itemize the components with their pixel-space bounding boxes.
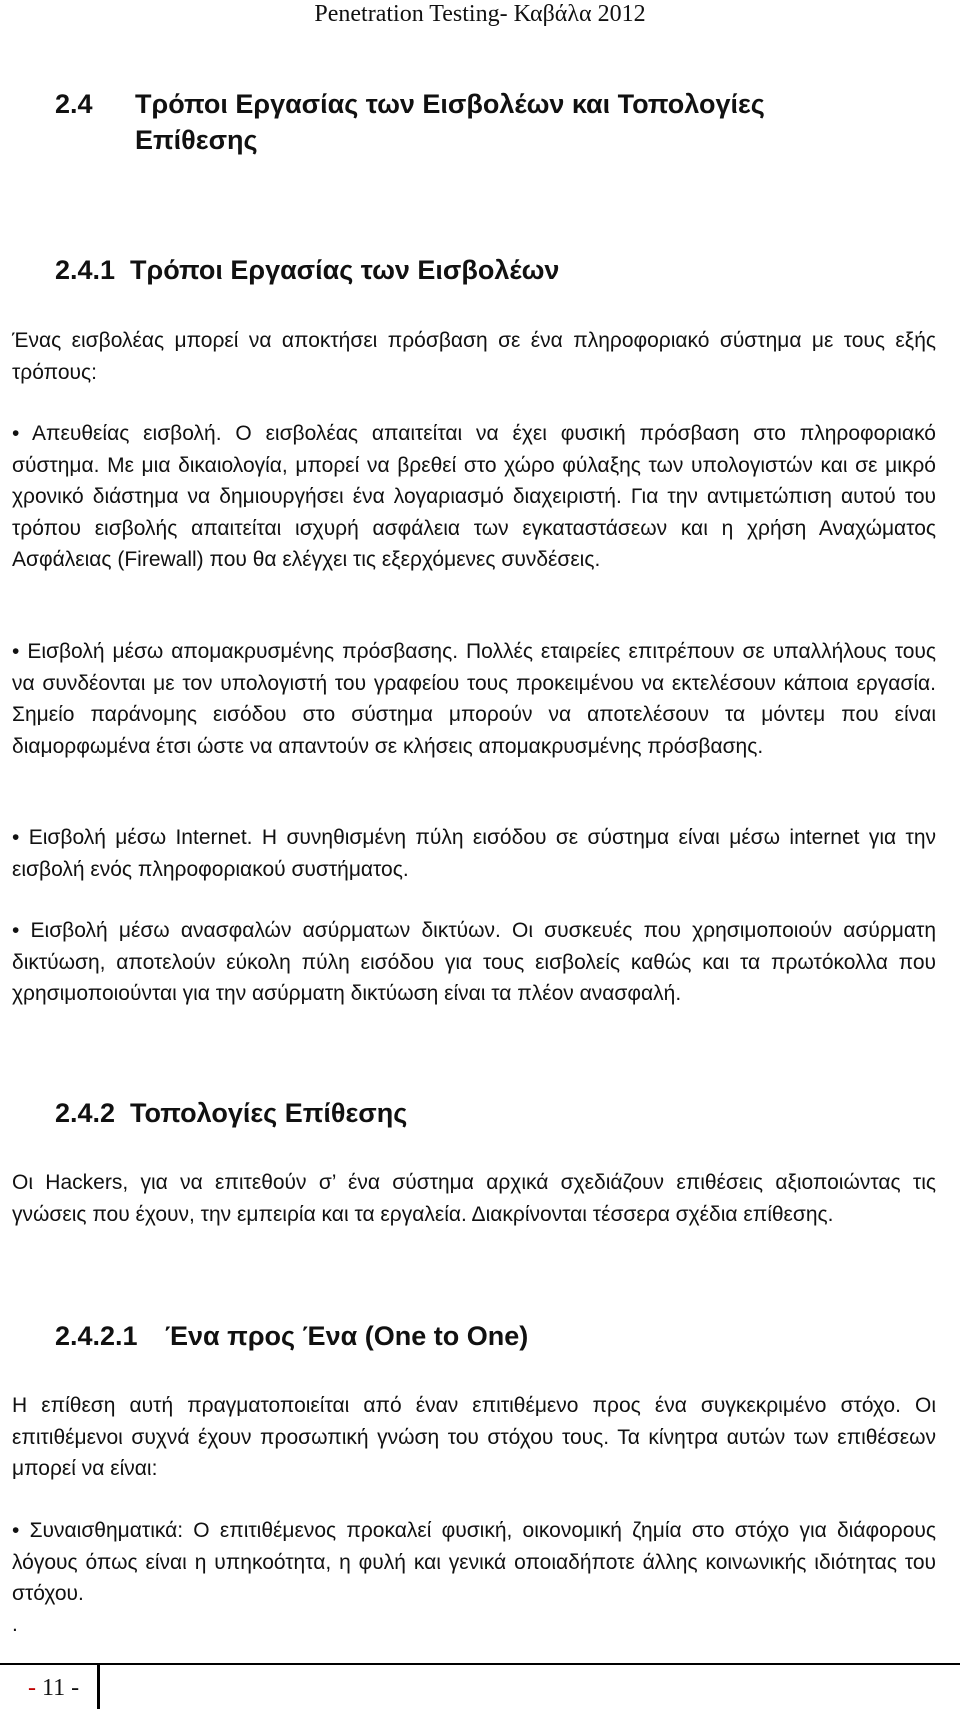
section-number: 2.4.1 (55, 255, 116, 285)
section-number: 2.4 (55, 89, 93, 119)
section-heading-2-4-2-1 (55, 1318, 528, 1354)
footer-rule (0, 1663, 960, 1665)
page-number-value: 11 (42, 1675, 66, 1701)
bullet-direct-intrusion: • Απευθείας εισβολή. Ο εισβολέας απαιτείται να έχει φυσική πρόσβαση στο πληροφοριακό σύστημα. Με μια δικαιολογία, μπορεί να βρεθεί στο χώρο φύλαξης των υπολογιστών και σε μικρό χρονικό διάστημα να δημιουργήσει ένα λογαριασμό διαχειριστή. Για την αντιμετώπιση αυτού του τρόπου εισβολής απαιτείται ισχυρή ασφάλεια των εγκαταστάσεων και η χρήση Αναχώματος Ασφάλειας (Firewall) που θα ελέγχει τις εξερχόμενες συνδέσεις. (12, 422, 936, 571)
section-title-line1: Τρόποι Εργασίας των Εισβολέων και Τοπολογίες (135, 89, 765, 119)
section-title-line2: Επίθεσης (135, 125, 258, 155)
intro-paragraph: Ένας εισβολέας μπορεί να αποκτήσει πρόσβαση σε ένα πληροφοριακό σύστημα με τους εξής τρόπους: (12, 329, 936, 384)
section-heading-2-4-1 (55, 252, 559, 288)
section-number: 2.4.2 (55, 1098, 116, 1128)
page-number-dash: - (28, 1675, 36, 1701)
section-number: 2.4.2.1 (55, 1321, 138, 1351)
topologies-paragraph: Οι Hackers, για να επιτεθούν σ’ ένα σύστημα αρχικά σχεδιάζουν επιθέσεις αξιοποιώντας τις γνώσεις που έχουν, την εμπειρία και τα εργαλεία. Διακρίνονται τέσσερα σχέδια επίθεσης. (12, 1171, 936, 1226)
running-header: Penetration Testing- Καβάλα 2012 (314, 1, 646, 27)
bullet-internet: • Εισβολή μέσω Internet. Η συνηθισμένη πύλη εισόδου σε σύστημα είναι μέσω internet για την εισβολή ενός πληροφοριακού συστήματος. (12, 826, 936, 881)
section-heading-2-4 (55, 86, 765, 158)
bullet-remote-access: • Εισβολή μέσω απομακρυσμένης πρόσβασης. Πολλές εταιρείες επιτρέπουν σε υπαλλήλους τους να συνδέονται με τον υπολογιστή του γραφείου τους προκειμένου να εκτελέσουν κάποια εργασία. Σημείο παράνομης εισόδου στο σύστημα μπορούν να αποτελέσουν τα μόντεμ που είναι διαμορφωμένα έτσι ώστε να απαντούν σε κλήσεις απομακρυσμένης πρόσβασης. (12, 640, 936, 758)
bullet-wireless: • Εισβολή μέσω ανασφαλών ασύρματων δικτύων. Οι συσκευές που χρησιμοποιούν ασύρματη δικτύωση, αποτελούν εύκολη πύλη εισόδου για τους εισβολείς καθώς και τα πρωτόκολλα που χρησιμοποιούνται για την ασύρματη δικτύωση είναι τα πλέον ανασφαλή. (12, 919, 936, 1005)
page-number (28, 1673, 79, 1703)
one-to-one-paragraph: Η επίθεση αυτή πραγματοποιείται από έναν επιτιθέμενο προς ένα συγκεκριμένο στόχο. Οι επιτιθέμενοι συχνά έχουν προσωπική γνώση του στόχου τους. Τα κίνητρα αυτών των επιθέσεων μπορεί να είναι: (12, 1394, 936, 1480)
page-number-suffix: - (71, 1675, 80, 1701)
section-title: Τρόποι Εργασίας των Εισβολέων (130, 255, 560, 285)
bullet-emotional: • Συναισθηματικά: Ο επιτιθέμενος προκαλεί φυσική, οικονομική ζημία στο στόχο για διάφορους λόγους όπως είναι η υπηκοότητα, η φυλή και γενικά οποιαδήποτε άλλης κοινωνικής ιδιότητας του στόχου. (12, 1519, 936, 1605)
section-title: Τοπολογίες Επίθεσης (130, 1098, 408, 1128)
trailing-dot: . (12, 1613, 18, 1636)
section-heading-2-4-2 (55, 1095, 407, 1131)
section-title: Ένα προς Ένα (One to One) (165, 1321, 529, 1351)
